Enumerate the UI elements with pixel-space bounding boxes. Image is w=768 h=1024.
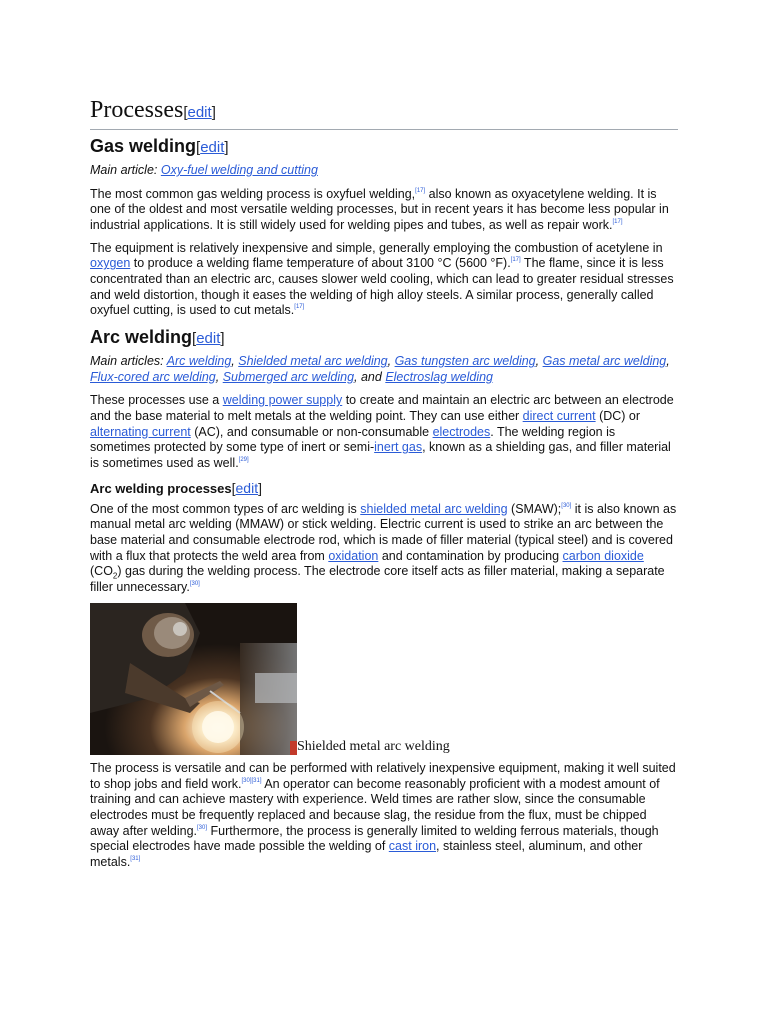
citation-link[interactable]: [30][31] — [241, 777, 262, 784]
welding-photo[interactable] — [90, 603, 297, 755]
section-heading-arc-welding-processes — [90, 479, 678, 498]
hatnote-gas-welding — [90, 163, 678, 179]
hatnote-link[interactable]: Electroslag welding — [385, 369, 494, 384]
subscript: 2 — [112, 571, 118, 581]
citation-link[interactable]: [31] — [130, 856, 141, 863]
link-alternating-current[interactable]: alternating current — [90, 424, 191, 439]
separator: , — [535, 354, 543, 369]
edit-link-arc-welding-processes[interactable]: [edit] — [231, 479, 262, 496]
separator: , — [215, 369, 223, 384]
separator: , — [387, 354, 395, 369]
edit-link-processes[interactable]: [edit] — [183, 104, 216, 121]
text: . The welding region is sometimes protected by some type of inert or semi- — [90, 424, 616, 455]
text: The process is versatile and can be performed with relatively inexpensive equipment, making it well suited to shop jobs and field work. — [90, 760, 676, 791]
hatnote-link[interactable]: Gas tungsten arc welding — [394, 354, 536, 369]
text: , known as a shielding gas, and filler material is sometimes used as well. — [90, 440, 671, 470]
paragraph — [90, 761, 678, 871]
text: it is also known as manual metal arc welding (MMAW) or stick welding. Electric current is used to strike an arc between the base material and consumable electrode rod, which is made of filler material (typical steel) and is covered with a flux that protects the weld area from — [90, 501, 677, 563]
citation-link[interactable]: [30] — [561, 502, 572, 509]
text: Furthermore, the process is generally limited to welding ferrous materials, though special electrodes have made possible the welding of — [90, 823, 659, 854]
text: (SMAW); — [507, 501, 562, 516]
text: These processes use a — [90, 393, 223, 408]
text: (DC) or — [595, 408, 641, 423]
section-heading-processes — [90, 96, 678, 130]
hatnote-link[interactable]: Arc welding — [166, 354, 232, 369]
citation-link[interactable]: [17] — [415, 187, 426, 194]
text: to produce a welding flame temperature of about 3100 °C (5600 °F). — [130, 256, 511, 271]
text: ) gas during the welding process. The electrode core itself acts as filler material, making a separate filler unnecessary. — [90, 564, 665, 595]
paragraph — [90, 241, 678, 320]
link-cast-iron[interactable]: cast iron — [388, 839, 437, 854]
text: to create and maintain an electric arc between an electrode and the base material to melt metals at the welding point. They can use either — [90, 393, 674, 423]
figure-caption: Shielded metal arc welding — [297, 738, 450, 754]
paragraph — [90, 393, 678, 472]
link-direct-current[interactable]: direct current — [522, 408, 596, 423]
citation-link[interactable]: [30] — [189, 581, 200, 588]
text: also known as oxyacetylene welding. It is one of the oldest and most versatile welding processes, but in recent years it has become less popular in industrial applications. It is still widely used for welding pipes and tubes, as well as repair work. — [90, 186, 669, 232]
link-oxygen[interactable]: oxygen — [90, 256, 131, 271]
separator: , — [666, 354, 670, 369]
hatnote-link[interactable]: Flux-cored arc welding — [90, 369, 216, 384]
text: (AC), and consumable or non-consumable — [190, 424, 433, 439]
text: An operator can become reasonably proficient with a modest amount of training and can achieve mastery with experience. Weld times are rather slow, since the consumable electrodes must be frequently replaced and because slag, the residue from the flux, must be chipped away after welding. — [90, 776, 660, 838]
link-inert-gas[interactable]: inert gas — [374, 440, 423, 455]
citation-link[interactable]: [17] — [294, 304, 305, 311]
link-welding-power-supply[interactable]: welding power supply — [222, 393, 343, 408]
section-heading-arc-welding — [90, 326, 678, 350]
edit-link-arc-welding[interactable]: [edit] — [192, 330, 225, 348]
section-heading-gas-welding — [90, 135, 678, 159]
citation-link[interactable]: [30] — [197, 824, 208, 831]
text: The most common gas welding process is oxyfuel welding, — [90, 186, 416, 201]
text: The equipment is relatively inexpensive and simple, generally employing the combustion of acetylene in — [90, 240, 663, 255]
figure — [90, 603, 678, 755]
hatnote-prefix: Main article: — [90, 163, 161, 177]
hatnote-link[interactable]: Oxy-fuel welding and cutting — [160, 163, 318, 177]
citation-link[interactable]: [17] — [612, 218, 623, 225]
separator: , and — [354, 369, 386, 384]
edit-link-gas-welding[interactable]: [edit] — [196, 139, 229, 156]
hatnote-link[interactable]: Shielded metal arc welding — [238, 354, 388, 369]
text: One of the most common types of arc welding is — [90, 501, 361, 516]
citation-link[interactable]: [29] — [238, 456, 249, 463]
edit-link[interactable]: edit — [187, 104, 212, 121]
paragraph — [90, 502, 678, 596]
citation-link[interactable]: [17] — [510, 257, 521, 264]
separator: , — [231, 354, 239, 369]
heading-text: Arc welding processes — [90, 480, 232, 496]
heading-text: Arc welding — [90, 327, 193, 348]
paragraph — [90, 187, 678, 234]
link-electrodes[interactable]: electrodes — [432, 424, 491, 439]
article-content — [90, 96, 678, 878]
text: , stainless steel, aluminum, and other metals. — [90, 839, 643, 870]
edit-link[interactable]: edit — [200, 139, 225, 156]
hatnote-prefix: Main articles: — [90, 354, 167, 369]
hatnote-link[interactable]: Gas metal arc welding — [542, 354, 667, 369]
link-oxidation[interactable]: oxidation — [328, 548, 379, 563]
text: The flame, since it is less concentrated than an electric arc, causes slower weld cooling, which can lead to greater residual stresses and weld distortion, though it eases the welding of high alloy steels. A similar process, generally called oxyfuel cutting, is used to cut metals. — [90, 256, 674, 318]
heading-text: Processes — [90, 97, 184, 123]
hatnote-arc-welding — [90, 354, 678, 385]
text: (CO — [90, 564, 113, 579]
welder-photo-icon — [90, 603, 297, 755]
edit-link[interactable]: edit — [196, 330, 221, 348]
text: and contamination by producing — [378, 548, 563, 563]
link-shielded-metal-arc-welding[interactable]: shielded metal arc welding — [360, 501, 508, 516]
link-carbon-dioxide[interactable]: carbon dioxide — [562, 548, 644, 563]
hatnote-link[interactable]: Submerged arc welding — [222, 369, 355, 384]
edit-link[interactable]: edit — [235, 479, 259, 496]
heading-text: Gas welding — [90, 136, 197, 156]
